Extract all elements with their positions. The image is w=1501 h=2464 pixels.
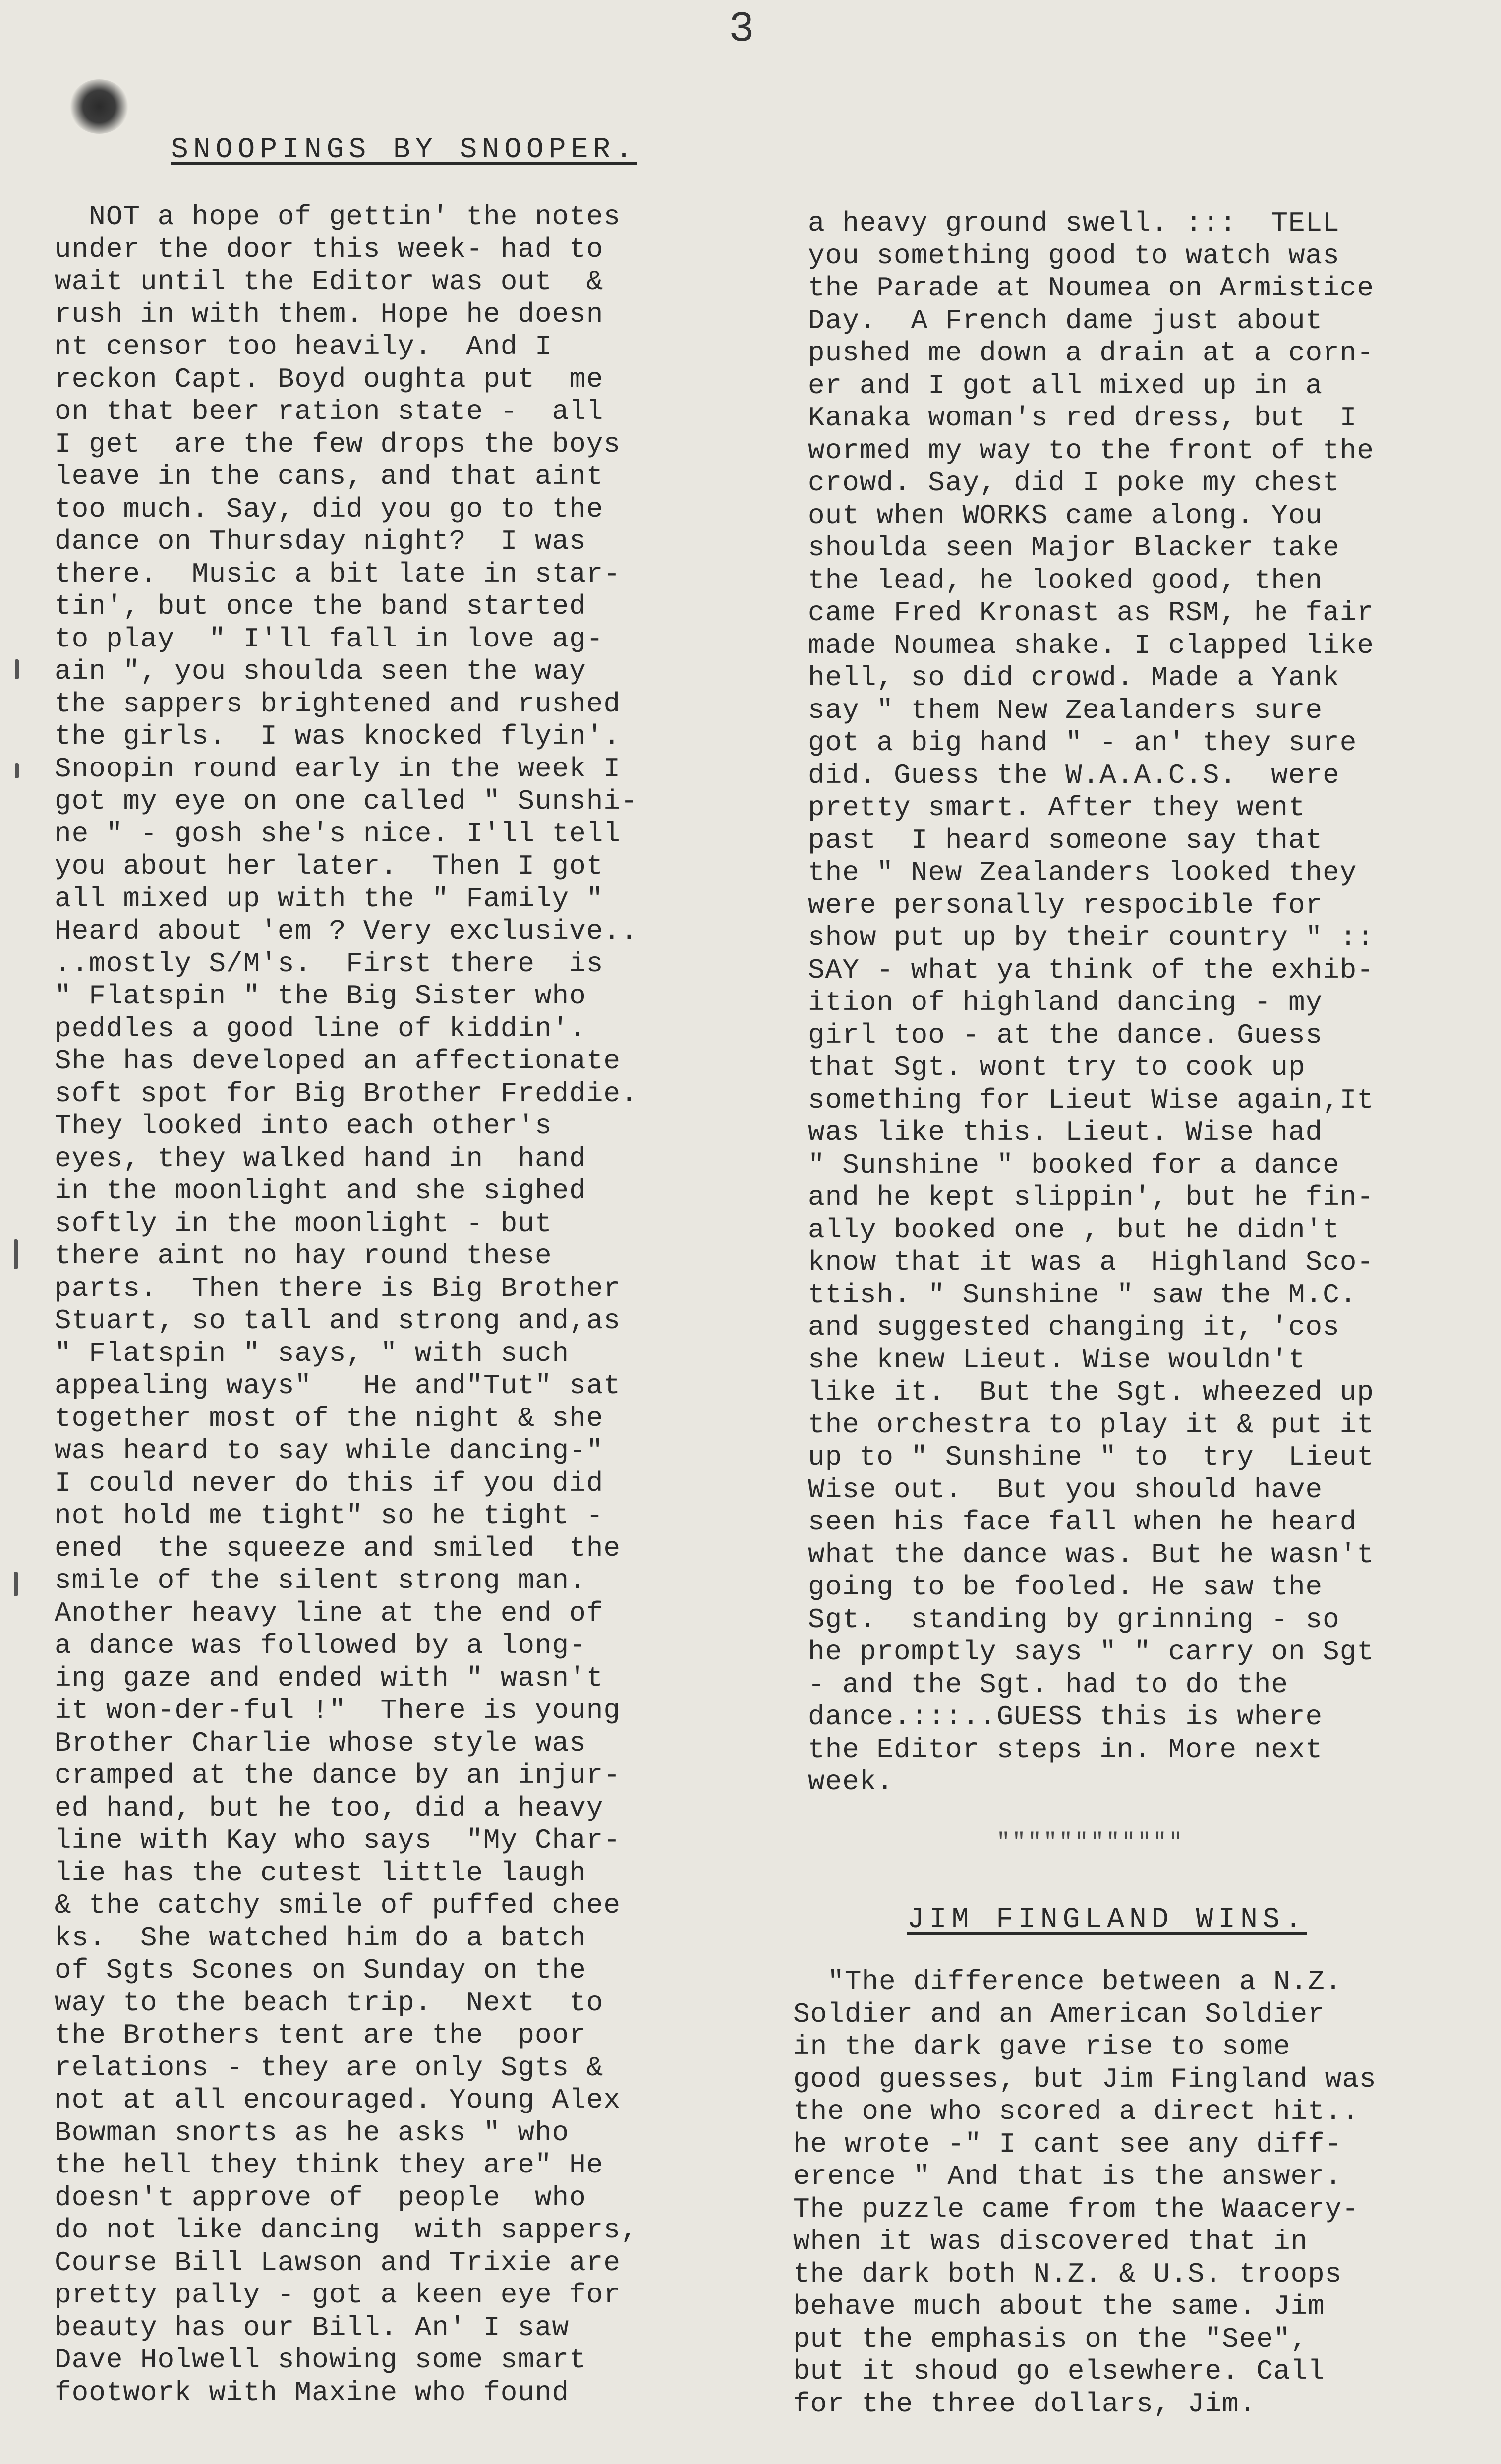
article-body xyxy=(793,1966,1377,2420)
text-line: eyes, they walked hand in hand xyxy=(55,1142,586,1174)
text-line: came Fred Kronast as RSM, he fair xyxy=(808,597,1374,629)
text-line: She has developed an affectionate xyxy=(55,1045,621,1077)
text-line: good guesses, but Jim Fingland was xyxy=(793,2063,1377,2095)
text-line: " Flatspin " the Big Sister who xyxy=(55,980,586,1012)
text-line: for the three dollars, Jim. xyxy=(793,2388,1257,2420)
text-line: in the moonlight and she sighed xyxy=(55,1175,586,1207)
text-line: to play " I'll fall in love ag- xyxy=(55,623,604,655)
text-line: leave in the cans, and that aint xyxy=(55,461,604,492)
text-line: appealing ways" He and"Tut" sat xyxy=(55,1370,621,1402)
text-line: something for Lieut Wise again,It xyxy=(808,1084,1374,1116)
text-line: erence " And that is the answer. xyxy=(793,2161,1342,2192)
text-line: week. xyxy=(808,1766,894,1798)
text-line: Heard about 'em ? Very exclusive.. xyxy=(55,915,638,947)
text-line: under the door this week- had to xyxy=(55,233,604,265)
text-line: the hell they think they are" He xyxy=(55,2149,604,2181)
text-line: " Flatspin " says, " with such xyxy=(55,1337,570,1369)
text-line: Stuart, so tall and strong and,as xyxy=(55,1305,621,1337)
text-line: soft spot for Big Brother Freddie. xyxy=(55,1077,638,1110)
text-line: line with Kay who says "My Char- xyxy=(55,1824,621,1856)
text-line: was heard to say while dancing-" xyxy=(55,1435,604,1467)
text-line: They looked into each other's xyxy=(55,1110,552,1142)
text-line: show put up by their country " :: xyxy=(808,922,1374,953)
text-line: the lead, he looked good, then xyxy=(808,564,1323,596)
text-line: wait until the Editor was out & xyxy=(55,266,604,297)
text-line: Sgt. standing by grinning - so xyxy=(808,1603,1340,1636)
text-line: ks. She watched him do a batch xyxy=(55,1922,586,1954)
text-line: and he kept slippin', but he fin- xyxy=(808,1181,1374,1213)
text-line: were personally respocible for xyxy=(808,889,1323,921)
text-line: ..mostly S/M's. First there is xyxy=(55,947,604,980)
text-line: ne " - gosh she's nice. I'll tell xyxy=(55,818,621,850)
text-line: what the dance was. But he wasn't xyxy=(808,1538,1374,1571)
text-line: the " New Zealanders looked they xyxy=(808,857,1357,888)
text-line: way to the beach trip. Next to xyxy=(55,1987,604,2019)
text-line: not hold me tight" so he tight - xyxy=(55,1500,604,1531)
text-line: the Parade at Noumea on Armistice xyxy=(808,272,1374,304)
text-line: ing gaze and ended with " wasn't xyxy=(55,1662,604,1694)
text-line: ain ", you shoulda seen the way xyxy=(55,655,586,687)
text-line: he promptly says " " carry on Sgt xyxy=(808,1636,1374,1668)
text-line: Day. A French dame just about xyxy=(808,304,1323,337)
text-line: say " them New Zealanders sure xyxy=(808,694,1323,726)
text-line: going to be fooled. He saw the xyxy=(808,1571,1323,1603)
text-line: relations - they are only Sgts & xyxy=(55,2052,604,2084)
text-line: pretty pally - got a keen eye for xyxy=(55,2279,621,2311)
text-line: ition of highland dancing - my xyxy=(808,987,1323,1018)
article-title: SNOOPINGS BY SNOOPER. xyxy=(171,134,637,166)
text-line: " Sunshine " booked for a dance xyxy=(808,1149,1340,1181)
text-line: pushed me down a drain at a corn- xyxy=(808,337,1374,369)
text-line: past I heard someone say that xyxy=(808,824,1323,856)
text-line: SAY - what ya think of the exhib- xyxy=(808,954,1374,986)
text-line: ally booked one , but he didn't xyxy=(808,1214,1340,1246)
text-line: together most of the night & she xyxy=(55,1402,604,1434)
article-title: JIM FINGLAND WINS. xyxy=(907,1904,1307,1936)
text-line: beauty has our Bill. An' I saw xyxy=(55,2311,570,2344)
text-line: shoulda seen Major Blacker take xyxy=(808,532,1340,564)
text-line: nt censor too heavily. And I xyxy=(55,331,552,362)
text-line: like it. But the Sgt. wheezed up xyxy=(808,1376,1374,1408)
text-line: crowd. Say, did I poke my chest xyxy=(808,467,1340,499)
text-line: not at all encouraged. Young Alex xyxy=(55,2084,621,2116)
text-line: know that it was a Highland Sco- xyxy=(808,1246,1374,1278)
text-line: up to " Sunshine " to try Lieut xyxy=(808,1441,1374,1473)
text-line: the girls. I was knocked flyin'. xyxy=(55,720,621,752)
text-line: it won-der-ful !" There is young xyxy=(55,1695,621,1726)
text-line: the one who scored a direct hit.. xyxy=(793,2096,1359,2127)
text-line: the Brothers tent are the poor xyxy=(55,2019,586,2051)
text-line: you about her later. Then I got xyxy=(55,850,604,882)
text-line: got a big hand " - an' they sure xyxy=(808,727,1357,759)
text-line: rush in with them. Hope he doesn xyxy=(55,298,604,330)
text-line: in the dark gave rise to some xyxy=(793,2031,1291,2062)
text-line: a dance was followed by a long- xyxy=(55,1630,586,1661)
text-line: softly in the moonlight - but xyxy=(55,1207,552,1239)
text-line: lie has the cutest little laugh xyxy=(55,1857,586,1889)
text-line: and suggested changing it, 'cos xyxy=(808,1311,1340,1343)
margin-mark xyxy=(14,1572,18,1596)
text-line: that Sgt. wont try to cook up xyxy=(808,1052,1306,1083)
margin-mark xyxy=(15,659,19,679)
text-line: ened the squeeze and smiled the xyxy=(55,1532,621,1564)
text-line: wormed my way to the front of the xyxy=(808,434,1374,467)
text-line: smile of the silent strong man. xyxy=(55,1565,586,1596)
text-line: when it was discovered that in xyxy=(793,2226,1308,2257)
margin-mark xyxy=(14,1239,18,1269)
text-line: the sappers brightened and rushed xyxy=(55,688,621,720)
text-line: there. Music a bit late in star- xyxy=(55,558,621,590)
text-line: Snoopin round early in the week I xyxy=(55,753,621,785)
text-line: she knew Lieut. Wise wouldn't xyxy=(808,1344,1306,1376)
text-line: reckon Capt. Boyd oughta put me xyxy=(55,363,604,395)
text-line: hell, so did crowd. Made a Yank xyxy=(808,662,1340,694)
text-line: girl too - at the dance. Guess xyxy=(808,1019,1323,1051)
text-line: footwork with Maxine who found xyxy=(55,2376,570,2408)
text-line: behave much about the same. Jim xyxy=(793,2290,1325,2322)
text-line: "The difference between a N.Z. xyxy=(793,1966,1342,1997)
text-line: all mixed up with the " Family " xyxy=(55,882,604,915)
text-line: & the catchy smile of puffed chee xyxy=(55,1889,621,1921)
text-line: Another heavy line at the end of xyxy=(55,1597,604,1629)
text-line: the dark both N.Z. & U.S. troops xyxy=(793,2258,1342,2290)
text-line: parts. Then there is Big Brother xyxy=(55,1272,621,1304)
text-line: Soldier and an American Soldier xyxy=(793,1998,1325,2030)
ink-blot xyxy=(69,79,129,134)
text-line: Brother Charlie whose style was xyxy=(55,1727,586,1759)
text-line: ttish. " Sunshine " saw the M.C. xyxy=(808,1279,1357,1311)
article-column-left xyxy=(55,201,638,2409)
page-number: 3 xyxy=(729,5,754,54)
text-line: - and the Sgt. had to do the xyxy=(808,1668,1288,1701)
text-line: did. Guess the W.A.A.C.S. were xyxy=(808,759,1340,791)
text-line: er and I got all mixed up in a xyxy=(808,369,1323,402)
text-line: do not like dancing with sappers, xyxy=(55,2214,638,2246)
text-line: pretty smart. After they went xyxy=(808,792,1306,823)
text-line: he wrote -" I cant see any diff- xyxy=(793,2128,1342,2160)
text-line: I could never do this if you did xyxy=(55,1467,604,1499)
text-line: a heavy ground swell. ::: TELL xyxy=(808,207,1340,239)
text-line: Dave Holwell showing some smart xyxy=(55,2344,586,2376)
text-line: put the emphasis on the "See", xyxy=(793,2323,1308,2355)
text-line: doesn't approve of people who xyxy=(55,2181,586,2214)
article-column-right xyxy=(808,207,1374,1799)
text-line: cramped at the dance by an injur- xyxy=(55,1760,621,1791)
margin-mark xyxy=(15,763,19,778)
text-line: Bowman snorts as he asks " who xyxy=(55,2116,570,2149)
text-line: dance on Thursday night? I was xyxy=(55,526,586,557)
text-line: dance.:::..GUESS this is where xyxy=(808,1701,1323,1733)
text-line: the Editor steps in. More next xyxy=(808,1733,1323,1765)
text-line: on that beer ration state - all xyxy=(55,396,604,427)
text-line: got my eye on one called " Sunshi- xyxy=(55,785,638,817)
text-line: Course Bill Lawson and Trixie are xyxy=(55,2246,621,2279)
text-line: but it shoud go elsewhere. Call xyxy=(793,2355,1325,2387)
text-line: the orchestra to play it & put it xyxy=(808,1408,1374,1441)
text-line: Kanaka woman's red dress, but I xyxy=(808,402,1357,434)
text-line: peddles a good line of kiddin'. xyxy=(55,1012,586,1045)
text-line: out when WORKS came along. You xyxy=(808,499,1323,531)
text-line: The puzzle came from the Waacery- xyxy=(793,2193,1359,2225)
text-line: Wise out. But you should have xyxy=(808,1473,1323,1506)
section-divider: """""""""""" xyxy=(996,1829,1185,1855)
text-line: ed hand, but he too, did a heavy xyxy=(55,1792,604,1824)
text-line: NOT a hope of gettin' the notes xyxy=(55,201,621,233)
text-line: tin', but once the band started xyxy=(55,590,586,622)
text-line: you something good to watch was xyxy=(808,239,1340,272)
text-line: seen his face fall when he heard xyxy=(808,1506,1357,1538)
text-line: was like this. Lieut. Wise had xyxy=(808,1116,1323,1148)
text-line: there aint no hay round these xyxy=(55,1240,552,1272)
text-line: of Sgts Scones on Sunday on the xyxy=(55,1954,586,1986)
text-line: too much. Say, did you go to the xyxy=(55,493,604,525)
text-line: I get are the few drops the boys xyxy=(55,428,621,460)
text-line: made Noumea shake. I clapped like xyxy=(808,629,1374,661)
